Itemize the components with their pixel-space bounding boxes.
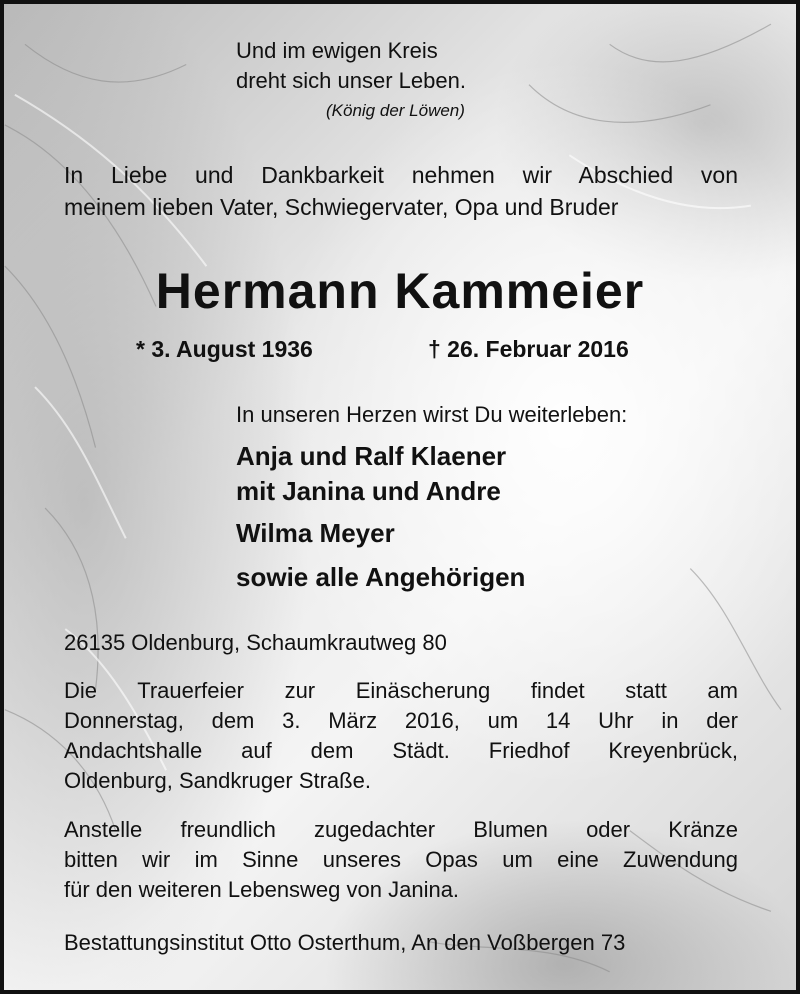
ceremony-line-2: Donnerstag, dem 3. März 2016, um 14 Uhr in der [64, 708, 738, 733]
mourners-lead: In unseren Herzen wirst Du weiterleben: [236, 402, 628, 427]
mourner-line-4: sowie alle Angehörigen [236, 562, 526, 592]
donation-line-2: bitten wir im Sinne unseres Opas um eine Zuwendung [64, 847, 738, 872]
donation-line-1: Anstelle freundlich zugedachter Blumen oder Kränze [64, 817, 738, 842]
ceremony-line-1: Die Trauerfeier zur Einäscherung findet statt am [64, 678, 738, 703]
ceremony-line-3: Andachtshalle auf dem Städt. Friedhof Kreyenbrück, [64, 738, 738, 763]
deceased-name: Hermann Kammeier [155, 263, 645, 319]
verse-line-2: dreht sich unser Leben. [236, 68, 466, 93]
intro-line-2: meinem lieben Vater, Schwiegervater, Opa und Bruder [64, 194, 619, 220]
address: 26135 Oldenburg, Schaumkrautweg 80 [64, 630, 447, 655]
death-date: † 26. Februar 2016 [428, 336, 629, 362]
mourner-line-1: Anja und Ralf Klaener [236, 441, 507, 471]
verse-source: (König der Löwen) [326, 101, 465, 120]
birth-date: * 3. August 1936 [136, 336, 313, 362]
donation-line-3: für den weiteren Lebensweg von Janina. [64, 877, 460, 902]
ceremony-line-4: Oldenburg, Sandkruger Straße. [64, 768, 371, 793]
verse-line-1: Und im ewigen Kreis [236, 38, 438, 63]
mourner-line-2: mit Janina und Andre [236, 476, 501, 506]
mourner-line-3: Wilma Meyer [236, 518, 395, 548]
undertaker: Bestattungsinstitut Otto Osterthum, An den Voßbergen 73 [64, 930, 626, 955]
intro-line-1: In Liebe und Dankbarkeit nehmen wir Abschied von [64, 162, 738, 188]
